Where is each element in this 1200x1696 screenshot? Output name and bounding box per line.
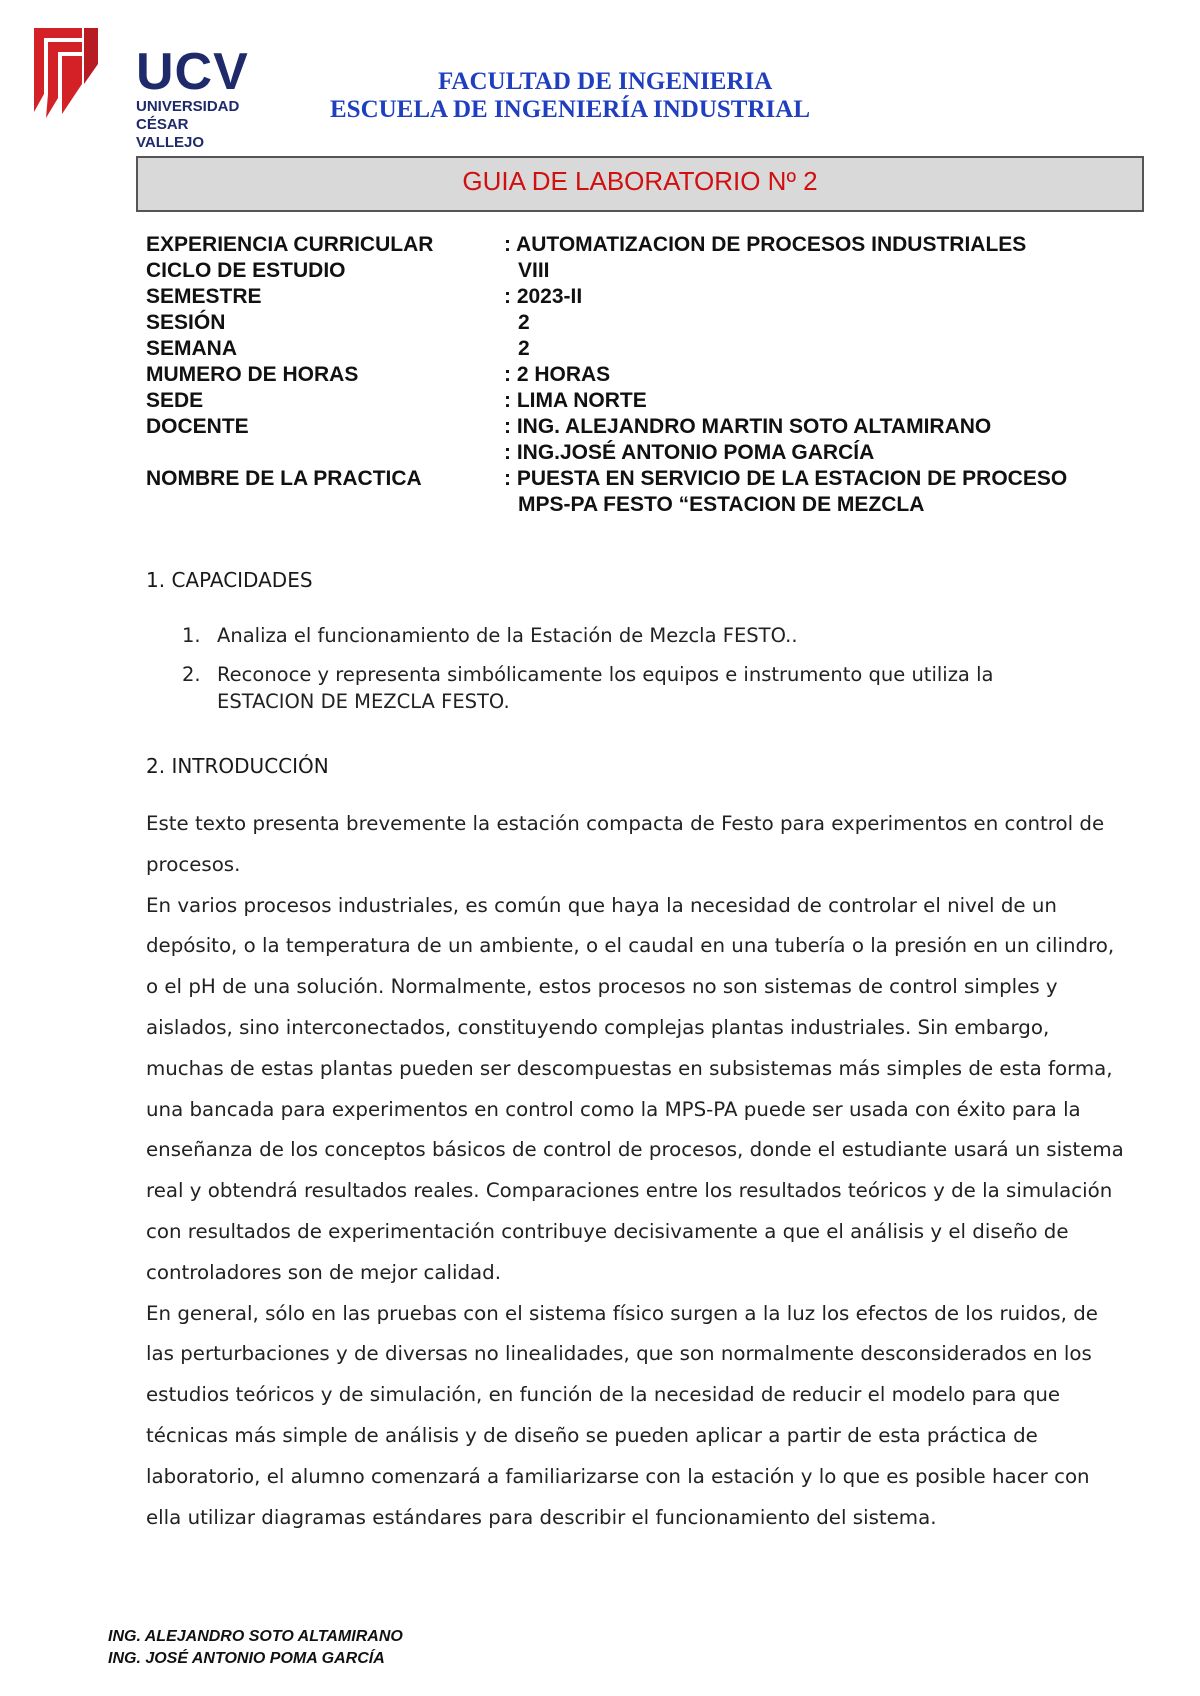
info-label: EXPERIENCIA CURRICULAR — [146, 233, 434, 256]
info-row — [146, 362, 1067, 388]
introduccion-body — [146, 804, 1126, 1538]
info-value: 2 — [518, 337, 530, 360]
info-label: SEMESTRE — [146, 285, 262, 308]
ucv-shield-icon — [32, 24, 102, 120]
list-number: 2. — [182, 663, 201, 686]
info-label: NOMBRE DE LA PRACTICA — [146, 467, 422, 490]
info-row — [146, 284, 1067, 310]
info-row — [146, 232, 1067, 258]
list-item — [182, 622, 1082, 649]
info-row — [146, 310, 1067, 336]
list-text: Analiza el funcionamiento de la Estación de Mezcla FESTO.. — [217, 624, 798, 647]
paragraph: Este texto presenta brevemente la estación compacta de Festo para experimentos en control de procesos. — [146, 812, 1105, 876]
info-label: CICLO DE ESTUDIO — [146, 259, 346, 282]
info-row — [146, 440, 1067, 466]
info-value: MPS-PA FESTO “ESTACION DE MEZCLA — [518, 493, 925, 516]
info-label — [146, 492, 504, 518]
info-label: MUMERO DE HORAS — [146, 363, 359, 386]
info-value: 2 — [518, 311, 530, 334]
info-row — [146, 388, 1067, 414]
info-value: : ING.JOSÉ ANTONIO POMA GARCÍA — [504, 441, 875, 464]
info-value: VIII — [518, 259, 550, 282]
page-footer — [108, 1626, 403, 1670]
info-value: : AUTOMATIZACION DE PROCESOS INDUSTRIALES — [504, 233, 1027, 256]
list-item — [182, 661, 1082, 715]
list-text: Reconoce y representa simbólicamente los equipos e instrumento que utiliza la ESTACION DE MEZCLA FESTO. — [217, 663, 994, 713]
faculty-name: FACULTAD DE INGENIERIA — [438, 68, 773, 95]
school-name: ESCUELA DE INGENIERÍA INDUSTRIAL — [330, 96, 810, 123]
logo-brand: UCV — [136, 43, 249, 101]
capacidades-list — [182, 622, 1082, 727]
document-title: GUIA DE LABORATORIO Nº 2 — [462, 166, 818, 196]
info-label: SESIÓN — [146, 311, 226, 334]
section-capacidades-heading: 1. CAPACIDADES — [146, 568, 313, 592]
university-logo — [32, 24, 249, 151]
info-label — [146, 440, 504, 466]
paragraph: En varios procesos industriales, es común que haya la necesidad de controlar el nivel de un depósito, o la temperatura de un ambiente, o el caudal en una tubería o la presión en un cilindro, o el pH de una solución. Normalmente, estos procesos no son sistemas de control simples y aislados, sino interconectados, constituyendo complejas plantas industriales. Sin embargo, muchas de estas plantas pueden ser descompuestas en subsistemas más simples de esta forma, una bancada para experimentos en control como la MPS-PA puede ser usada con éxito para la enseñanza de los conceptos básicos de control de procesos, donde el estudiante usará un sistema real y obtendrá resultados reales. Comparaciones entre los resultados teóricos y de la simulación con resultados de experimentación contribuye decisivamente a que el análisis y el diseño de controladores son de mejor calidad. — [146, 893, 1124, 1284]
info-label: DOCENTE — [146, 415, 249, 438]
section-introduccion-heading: 2. INTRODUCCIÓN — [146, 754, 329, 778]
info-value: : 2 HORAS — [504, 363, 611, 386]
footer-author-2: ING. JOSÉ ANTONIO POMA GARCÍA — [108, 1650, 385, 1667]
footer-author-1: ING. ALEJANDRO SOTO ALTAMIRANO — [108, 1628, 403, 1645]
info-row — [146, 466, 1067, 492]
info-row — [146, 492, 1067, 518]
info-value: : PUESTA EN SERVICIO DE LA ESTACION DE PROCESO — [504, 467, 1068, 490]
document-title-box — [136, 156, 1144, 212]
paragraph: En general, sólo en las pruebas con el sistema físico surgen a la luz los efectos de los ruidos, de las perturbaciones y de diversas no linealidades, que son normalmente desconsiderados en los estudios teóricos y de simulación, en función de la necesidad de reducir el modelo para que técnicas más simple de análisis y de diseño se pueden aplicar a partir de esta práctica de laboratorio, el alumno comenzará a familiarizarse con la estación y lo que es posible hacer con ella utilizar diagramas estándares para describir el funcionamiento del sistema. — [146, 1301, 1098, 1529]
info-value: : 2023-II — [504, 285, 583, 308]
list-number: 1. — [182, 624, 201, 647]
course-info-table — [146, 232, 1067, 518]
info-label: SEDE — [146, 389, 204, 412]
logo-name-line2: CÉSAR VALLEJO — [136, 116, 205, 151]
logo-name-line1: UNIVERSIDAD — [136, 98, 240, 115]
info-row — [146, 414, 1067, 440]
info-label: SEMANA — [146, 337, 238, 360]
info-value: : LIMA NORTE — [504, 389, 647, 412]
faculty-header — [330, 68, 930, 124]
info-value: : ING. ALEJANDRO MARTIN SOTO ALTAMIRANO — [504, 415, 992, 438]
info-row — [146, 258, 1067, 284]
info-row — [146, 336, 1067, 362]
